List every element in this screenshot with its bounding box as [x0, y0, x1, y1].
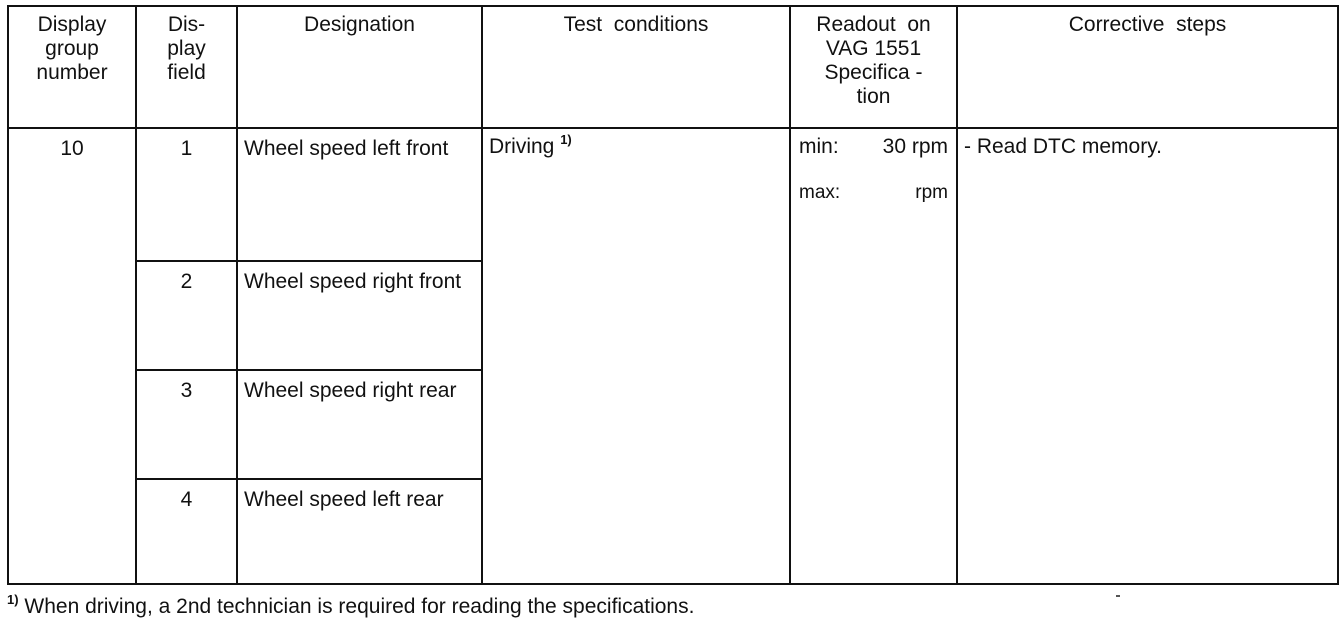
footnote	[7, 594, 694, 620]
table-row	[8, 128, 1338, 261]
designation-cell: Wheel speed left rear	[237, 479, 482, 584]
display-field-cell: 1	[136, 128, 237, 261]
designation-cell: Wheel speed right rear	[237, 370, 482, 479]
display-field-cell: 4	[136, 479, 237, 584]
readout-min-row	[799, 135, 948, 159]
readout-max-row	[799, 181, 948, 205]
header-designation: Designation	[237, 6, 482, 128]
readout-min-label: min:	[799, 135, 839, 158]
scan-speck	[1116, 595, 1120, 597]
readout-min-value: 30 rpm	[882, 135, 948, 158]
header-readout-specification: Readout on VAG 1551 Specifica - tion	[790, 6, 957, 128]
measured-value-table	[7, 5, 1339, 585]
designation-cell: Wheel speed left front	[237, 128, 482, 261]
test-conditions-text: Driving	[489, 135, 555, 158]
designation-cell: Wheel speed right front	[237, 261, 482, 370]
display-group-number-cell: 10	[8, 128, 136, 584]
specification-sheet	[7, 5, 1337, 585]
display-field-cell: 3	[136, 370, 237, 479]
footnote-text: When driving, a 2nd technician is required for reading the specifications.	[24, 595, 695, 618]
header-display-field: Dis- play field	[136, 6, 237, 128]
readout-max-value: rpm	[915, 182, 948, 203]
header-row	[8, 6, 1338, 128]
corrective-steps-cell: - Read DTC memory.	[957, 128, 1338, 584]
readout-max-label: max:	[799, 182, 841, 203]
header-test-conditions: Test conditions	[482, 6, 790, 128]
display-field-cell: 2	[136, 261, 237, 370]
header-display-group-number: Display group number	[8, 6, 136, 128]
readout-cell	[790, 128, 957, 584]
footnote-reference: 1)	[560, 132, 572, 147]
test-conditions-cell	[482, 128, 790, 584]
footnote-mark: 1)	[7, 592, 19, 607]
header-corrective-steps: Corrective steps	[957, 6, 1338, 128]
